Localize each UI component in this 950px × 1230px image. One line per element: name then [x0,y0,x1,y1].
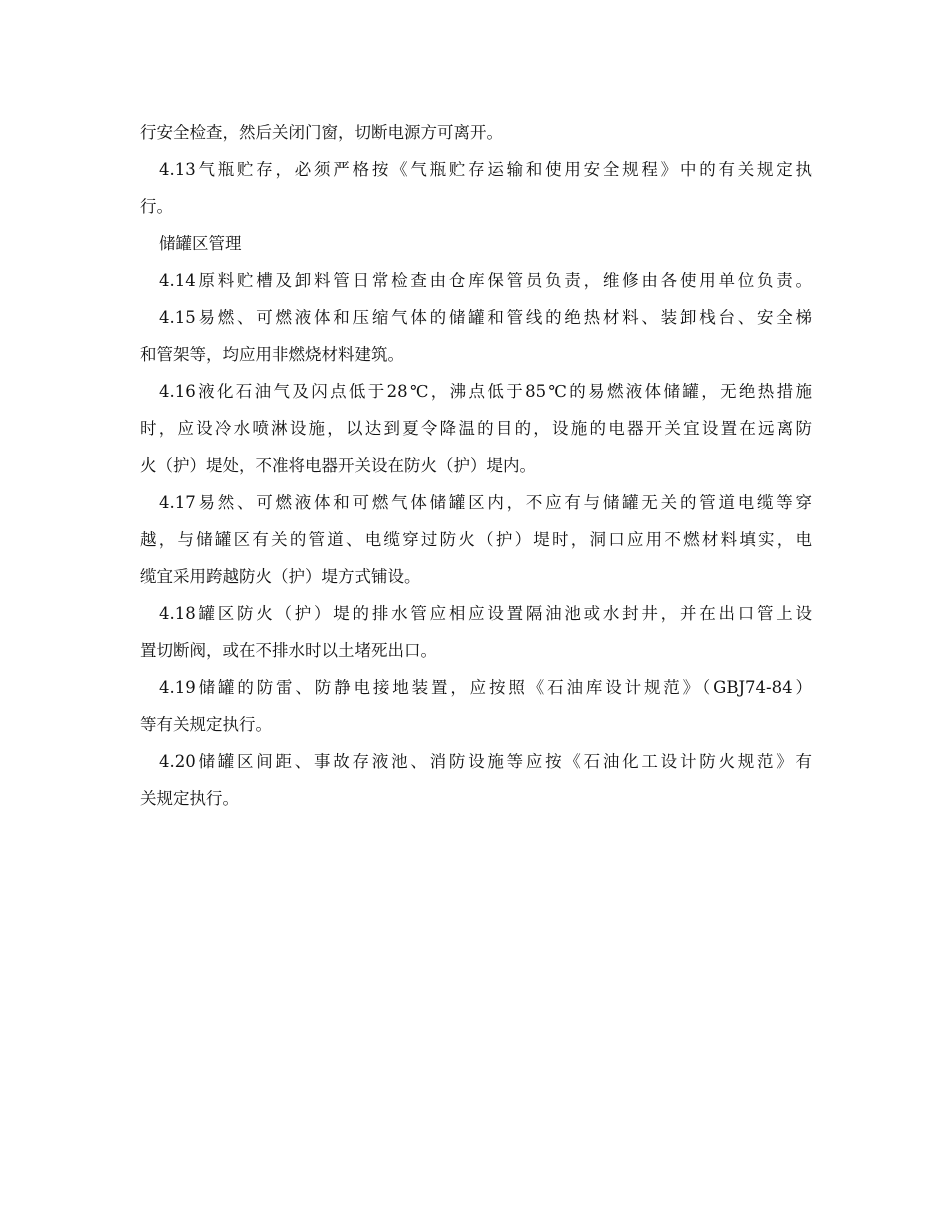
text-line: 越，与储罐区有关的管道、电缆穿过防火（护）堤时，洞口应用不燃材料填实，电 [140,530,812,549]
text-line: 关规定执行。 [140,789,239,808]
text-line: 4.20储罐区间距、事故存液池、消防设施等应按《石油化工设计防火规范》有 [159,752,812,771]
text-line: 4.13气瓶贮存，必须严格按《气瓶贮存运输和使用安全规程》中的有关规定执 [159,160,812,179]
text-line: 4.17易然、可燃液体和可燃气体储罐区内，不应有与储罐无关的管道电缆等穿 [159,493,812,512]
text-line: 缆宜采用跨越防火（护）堤方式铺设。 [140,567,421,586]
text-line: 置切断阀，或在不排水时以土堵死出口。 [140,641,437,660]
section-heading: 储罐区管理 [159,234,242,253]
text-line: 4.15易燃、可燃液体和压缩气体的储罐和管线的绝热材料、装卸栈台、安全梯 [159,308,812,327]
document-body [140,114,812,817]
text-line: 行。 [140,197,173,216]
text-line: 火（护）堤处，不准将电器开关设在防火（护）堤内。 [140,456,536,475]
text-line: 等有关规定执行。 [140,715,272,734]
text-line: 4.18罐区防火（护）堤的排水管应相应设置隔油池或水封井，并在出口管上设 [159,604,812,623]
text-line: 行安全检查，然后关闭门窗，切断电源方可离开。 [140,123,503,142]
text-line: 4.14原料贮槽及卸料管日常检查由仓库保管员负责，维修由各使用单位负责。 [159,271,812,290]
text-line: 和管架等，均应用非燃烧材料建筑。 [140,345,404,364]
text-line: 时，应设冷水喷淋设施，以达到夏令降温的目的，设施的电器开关宜设置在远离防 [140,419,812,438]
text-line: 4.19储罐的防雷、防静电接地装置，应按照《石油库设计规范》（GBJ74-84） [159,678,812,697]
text-line: 4.16液化石油气及闪点低于28℃，沸点低于85℃的易燃液体储罐，无绝热措施 [159,382,812,401]
